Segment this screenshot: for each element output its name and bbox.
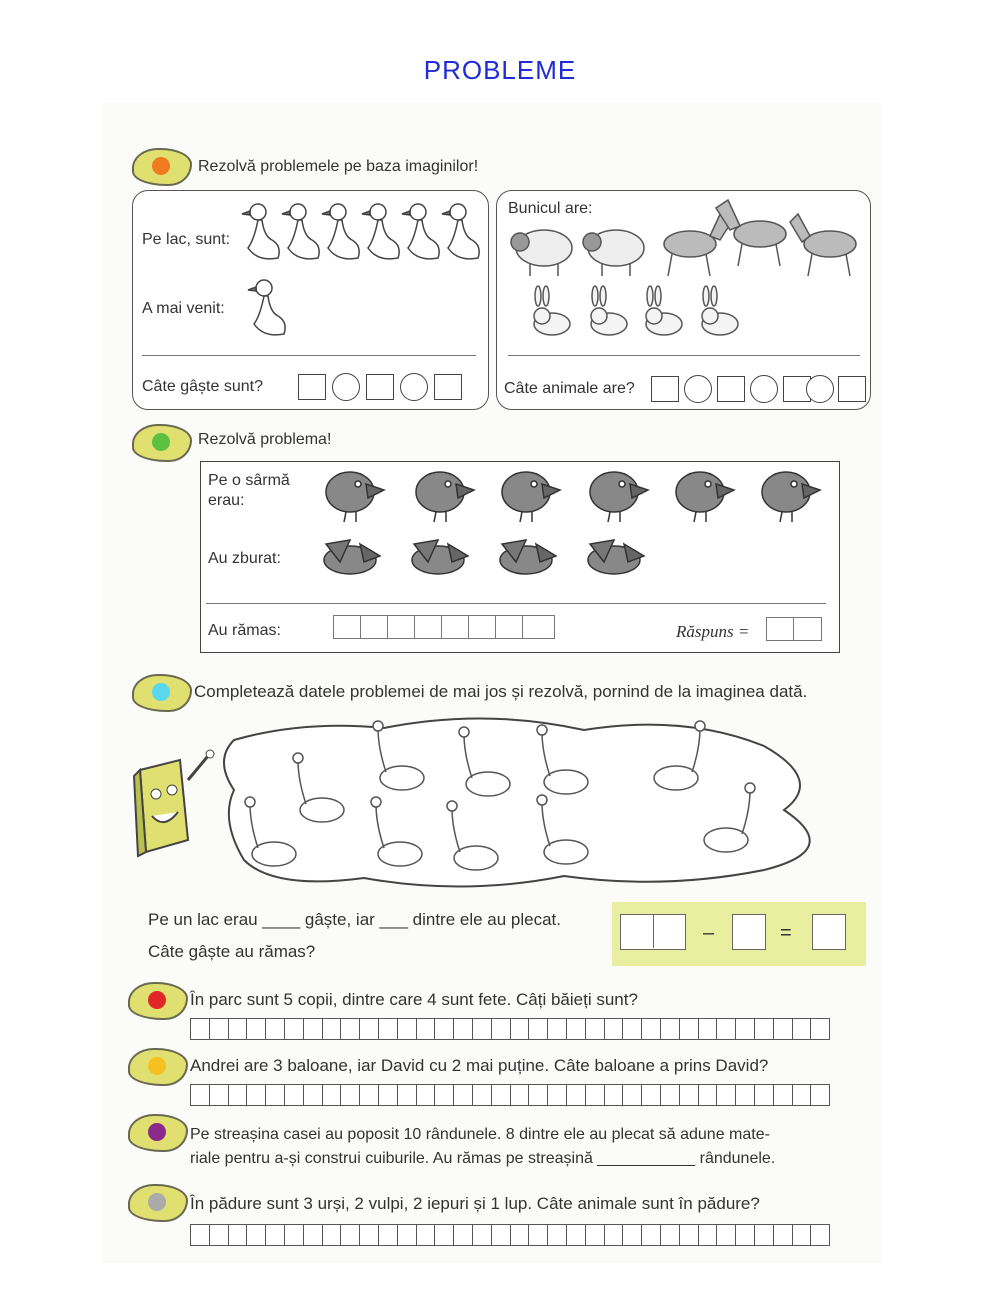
grid-cell[interactable] — [378, 1084, 398, 1106]
grid-cell[interactable] — [585, 1084, 605, 1106]
grid-cell[interactable] — [735, 1084, 755, 1106]
green-dot-icon — [152, 433, 170, 451]
grid-cell[interactable] — [434, 1224, 454, 1246]
answer-square[interactable] — [651, 376, 679, 402]
grid-cell[interactable] — [547, 1224, 567, 1246]
grid-cell[interactable] — [397, 1224, 417, 1246]
problem6-text1: Pe streașina casei au poposit 10 rândunele. 8 dintre ele au plecat să adune mate- — [190, 1126, 770, 1143]
problem7-marker — [128, 1184, 188, 1222]
grid-cell[interactable] — [566, 1224, 586, 1246]
divider — [206, 603, 826, 604]
grid-cell[interactable] — [453, 1018, 473, 1040]
grid-cell[interactable] — [716, 1224, 736, 1246]
geese-question: Câte gâște sunt? — [142, 378, 263, 395]
grid-cell[interactable] — [472, 1018, 492, 1040]
grid-cell[interactable] — [622, 1018, 642, 1040]
grid-cell[interactable] — [472, 1224, 492, 1246]
grid-cell[interactable] — [754, 1018, 774, 1040]
one-goose-picture — [244, 276, 294, 342]
grid-cell[interactable] — [604, 1084, 624, 1106]
purple-dot-icon — [148, 1123, 166, 1141]
grid-cell[interactable] — [265, 1018, 285, 1040]
problem6-marker — [128, 1114, 188, 1152]
grid-cell[interactable] — [773, 1018, 793, 1040]
grid-cell[interactable] — [453, 1224, 473, 1246]
grid-cell[interactable] — [228, 1084, 248, 1106]
section1-marker — [132, 148, 192, 186]
grid-cell[interactable] — [209, 1224, 229, 1246]
answer-square[interactable] — [298, 374, 326, 400]
grid-cell[interactable] — [641, 1084, 661, 1106]
grid-cell[interactable] — [190, 1224, 210, 1246]
problem5-text: Andrei are 3 baloane, iar David cu 2 mai puține. Câte baloane a prins David? — [190, 1056, 769, 1075]
orange-dot-icon — [152, 157, 170, 175]
grid-cell[interactable] — [303, 1018, 323, 1040]
grid-cell[interactable] — [735, 1018, 755, 1040]
grid-cell[interactable] — [528, 1018, 548, 1040]
lake-geese-picture — [124, 700, 848, 896]
grid-cell[interactable] — [416, 1224, 436, 1246]
problem5-marker — [128, 1048, 188, 1086]
grid-cell[interactable] — [340, 1084, 360, 1106]
grid-cell[interactable] — [491, 1018, 511, 1040]
section3-instruction: Completează datele problemei de mai jos și rezolvă, pornind de la imaginea dată. — [194, 682, 808, 701]
grid-cell[interactable] — [585, 1018, 605, 1040]
grid-cell[interactable] — [378, 1224, 398, 1246]
grid-cell[interactable] — [190, 1084, 210, 1106]
grid-cell[interactable] — [698, 1018, 718, 1040]
answer-circle[interactable] — [806, 375, 834, 403]
grid-cell[interactable] — [510, 1084, 530, 1106]
grid-cell[interactable] — [265, 1224, 285, 1246]
grid-cell[interactable] — [810, 1224, 830, 1246]
grid-cell[interactable] — [698, 1224, 718, 1246]
section1-instruction: Rezolvă problemele pe baza imaginilor! — [198, 158, 479, 175]
birds-answer-grid[interactable] — [333, 615, 555, 639]
yellow-dot-icon — [148, 1057, 166, 1075]
grid-cell[interactable] — [322, 1084, 342, 1106]
equals-sign: = — [780, 922, 792, 944]
animals-question: Câte animale are? — [504, 380, 635, 397]
grid-cell[interactable] — [209, 1084, 229, 1106]
divider — [508, 355, 860, 356]
grid-cell[interactable] — [792, 1224, 812, 1246]
animals-line1: Bunicul are: — [508, 200, 593, 217]
grid-cell[interactable] — [340, 1018, 360, 1040]
grid-cell[interactable] — [228, 1224, 248, 1246]
answer-circle[interactable] — [400, 373, 428, 401]
grid-cell[interactable] — [265, 1084, 285, 1106]
grid-cell[interactable] — [246, 1018, 266, 1040]
cyan-dot-icon — [152, 683, 170, 701]
grid-cell[interactable] — [679, 1018, 699, 1040]
grid-cell[interactable] — [547, 1084, 567, 1106]
grid-cell[interactable] — [660, 1018, 680, 1040]
birds-line2: Au zburat: — [208, 550, 281, 567]
grid-cell[interactable] — [754, 1084, 774, 1106]
page-title: PROBLEME — [423, 55, 577, 85]
grid-cell[interactable] — [735, 1224, 755, 1246]
answer-grid[interactable] — [190, 1018, 829, 1040]
grid-cell[interactable] — [303, 1224, 323, 1246]
grid-cell[interactable] — [397, 1084, 417, 1106]
grid-cell[interactable] — [716, 1084, 736, 1106]
grid-cell[interactable] — [190, 1018, 210, 1040]
section3-text2: Câte gâște au rămas? — [148, 942, 316, 961]
difference-box[interactable] — [812, 914, 846, 950]
geese-line2: A mai venit: — [142, 300, 225, 317]
grid-cell[interactable] — [641, 1224, 661, 1246]
grid-cell[interactable] — [359, 1018, 379, 1040]
problem6-text2: riale pentru a-și construi cuiburile. Au rămas pe streașină ___________ rândunele. — [190, 1150, 776, 1167]
grid-cell[interactable] — [810, 1084, 830, 1106]
birds-line1a: Pe o sârmă — [208, 472, 290, 489]
grid-cell[interactable] — [434, 1084, 454, 1106]
grid-cell[interactable] — [453, 1084, 473, 1106]
grid-cell[interactable] — [359, 1084, 379, 1106]
problem7-text: În pădure sunt 3 urși, 2 vulpi, 2 iepuri și 1 lup. Câte animale sunt în pădure? — [190, 1194, 760, 1213]
grid-cell[interactable] — [434, 1018, 454, 1040]
problem4-text: În parc sunt 5 copii, dintre care 4 sunt fete. Câți băieți sunt? — [190, 990, 638, 1009]
grid-cell[interactable] — [679, 1224, 699, 1246]
answer-circle[interactable] — [684, 375, 712, 403]
bird-icon — [326, 472, 384, 522]
grid-cell[interactable] — [322, 1018, 342, 1040]
birds-result-boxes[interactable] — [766, 617, 822, 641]
grid-cell[interactable] — [491, 1084, 511, 1106]
grid-cell[interactable] — [622, 1084, 642, 1106]
section2-instruction: Rezolvă problema! — [198, 431, 332, 448]
grid-cell[interactable] — [641, 1018, 661, 1040]
grid-cell[interactable] — [340, 1224, 360, 1246]
grid-cell[interactable] — [303, 1084, 323, 1106]
answer-grid[interactable] — [190, 1084, 829, 1106]
grid-cell[interactable] — [246, 1224, 266, 1246]
grid-cell[interactable] — [510, 1224, 530, 1246]
birds-line1b: erau: — [208, 492, 245, 509]
grid-cell[interactable] — [773, 1084, 793, 1106]
grid-cell[interactable] — [792, 1084, 812, 1106]
grid-cell[interactable] — [359, 1224, 379, 1246]
answer-label: Răspuns = — [676, 622, 750, 641]
grid-cell[interactable] — [792, 1018, 812, 1040]
grid-cell[interactable] — [284, 1018, 304, 1040]
problem4-marker — [128, 982, 188, 1020]
minus-sign: – — [703, 922, 715, 944]
grid-cell[interactable] — [622, 1224, 642, 1246]
grid-cell[interactable] — [528, 1084, 548, 1106]
answer-square[interactable] — [366, 374, 394, 400]
grid-cell[interactable] — [284, 1084, 304, 1106]
answer-grid[interactable] — [190, 1224, 829, 1246]
grid-cell[interactable] — [491, 1224, 511, 1246]
grid-cell[interactable] — [397, 1018, 417, 1040]
grid-cell[interactable] — [378, 1018, 398, 1040]
grid-cell[interactable] — [472, 1084, 492, 1106]
answer-square[interactable] — [717, 376, 745, 402]
book-mascot-icon — [134, 750, 214, 856]
answer-square[interactable] — [434, 374, 462, 400]
grid-cell[interactable] — [416, 1084, 436, 1106]
grid-cell[interactable] — [510, 1018, 530, 1040]
section3-text1: Pe un lac erau ____ gâște, iar ___ dintre ele au plecat. — [148, 910, 562, 929]
gray-dot-icon — [148, 1193, 166, 1211]
farm-animals-picture — [508, 196, 868, 352]
minuend-boxes[interactable] — [620, 914, 686, 950]
grid-cell[interactable] — [246, 1084, 266, 1106]
grid-cell[interactable] — [547, 1018, 567, 1040]
grid-cell[interactable] — [660, 1084, 680, 1106]
subtrahend-box[interactable] — [732, 914, 766, 950]
grid-cell[interactable] — [604, 1224, 624, 1246]
red-dot-icon — [148, 991, 166, 1009]
grid-cell[interactable] — [660, 1224, 680, 1246]
grid-cell[interactable] — [810, 1018, 830, 1040]
birds-picture — [316, 462, 836, 594]
grid-cell[interactable] — [322, 1224, 342, 1246]
grid-cell[interactable] — [228, 1018, 248, 1040]
grid-cell[interactable] — [416, 1018, 436, 1040]
grid-cell[interactable] — [528, 1224, 548, 1246]
grid-cell[interactable] — [566, 1018, 586, 1040]
birds-line3: Au rămas: — [208, 622, 281, 639]
grid-cell[interactable] — [604, 1018, 624, 1040]
section2-marker — [132, 424, 192, 462]
grid-cell[interactable] — [585, 1224, 605, 1246]
grid-cell[interactable] — [209, 1018, 229, 1040]
grid-cell[interactable] — [716, 1018, 736, 1040]
geese-line1: Pe lac, sunt: — [142, 231, 231, 248]
six-geese-picture — [238, 200, 486, 270]
grid-cell[interactable] — [773, 1224, 793, 1246]
answer-circle[interactable] — [332, 373, 360, 401]
grid-cell[interactable] — [284, 1224, 304, 1246]
grid-cell[interactable] — [679, 1084, 699, 1106]
sheep-icon — [511, 230, 572, 276]
grid-cell[interactable] — [698, 1084, 718, 1106]
answer-square[interactable] — [838, 376, 866, 402]
divider — [142, 355, 476, 356]
grid-cell[interactable] — [754, 1224, 774, 1246]
grid-cell[interactable] — [566, 1084, 586, 1106]
answer-circle[interactable] — [750, 375, 778, 403]
